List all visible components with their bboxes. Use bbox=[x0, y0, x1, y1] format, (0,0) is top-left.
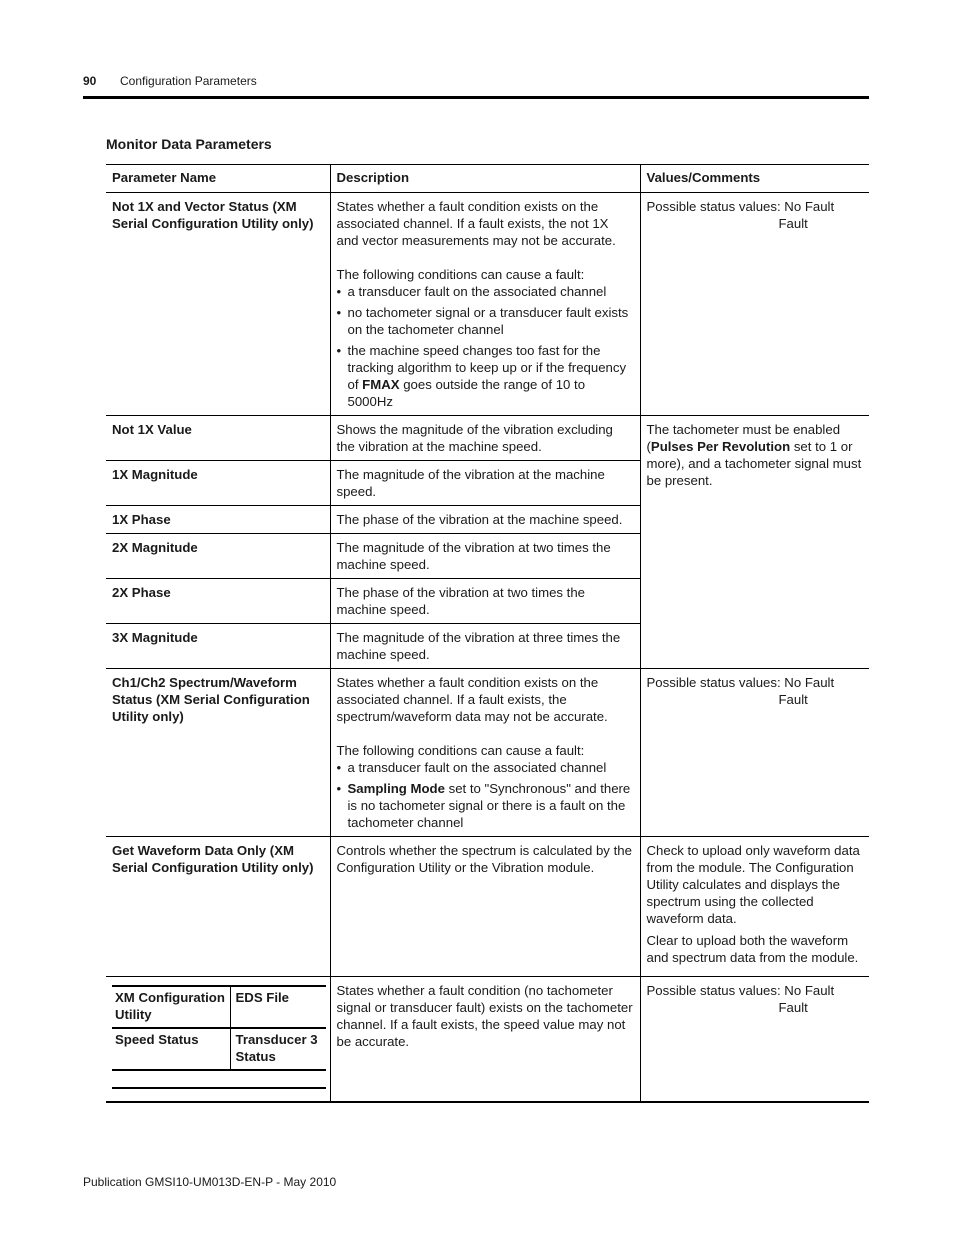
values-text: Clear to upload both the waveform and spectrum data from the module. bbox=[646, 933, 859, 965]
parameter-values bbox=[640, 837, 869, 977]
values-text: Check to upload only waveform data from the module. The Configuration Utility calculates and displays the spectrum using the collected waveform data. bbox=[646, 843, 860, 926]
list-item-text: goes outside the range of 10 to 5000Hz bbox=[347, 377, 586, 409]
description-text: The following conditions can cause a fault: bbox=[336, 267, 585, 282]
table-row bbox=[106, 837, 869, 977]
status-values-line: Possible status values: No Fault bbox=[646, 675, 835, 690]
table-row bbox=[106, 669, 869, 837]
table-title: Monitor Data Parameters bbox=[106, 136, 272, 152]
parameter-description: Shows the magnitude of the vibration excluding the vibration at the machine speed. bbox=[330, 416, 640, 461]
status-values-line: Fault bbox=[778, 692, 808, 707]
parameter-name: Not 1X and Vector Status (XM Serial Configuration Utility only) bbox=[106, 193, 330, 416]
parameter-description: Controls whether the spectrum is calculated by the Configuration Utility or the Vibration module. bbox=[330, 837, 640, 977]
parameter-description bbox=[330, 669, 640, 837]
name-mapping-header bbox=[112, 986, 326, 1028]
parameter-name-cell bbox=[106, 977, 330, 1103]
parameter-description: The magnitude of the vibration at the machine speed. bbox=[330, 461, 640, 506]
publication-footer: Publication GMSI10-UM013D-EN-P - May 2010 bbox=[83, 1175, 337, 1189]
values-text: set to 1 or more), and a tachometer signal must be present. bbox=[646, 439, 862, 488]
xm-configuration-utility-header: XM Configuration Utility bbox=[112, 986, 230, 1028]
parameter-name: 2X Magnitude bbox=[106, 534, 330, 579]
description-text: The following conditions can cause a fault: bbox=[336, 743, 585, 758]
parameter-name: Get Waveform Data Only (XM Serial Configuration Utility only) bbox=[106, 837, 330, 977]
column-header-description: Description bbox=[330, 165, 640, 193]
pulses-per-revolution-ref: Pulses Per Revolution bbox=[650, 439, 791, 454]
parameter-description: The phase of the vibration at the machine speed. bbox=[330, 506, 640, 534]
parameter-description bbox=[330, 193, 640, 416]
values-text: The tachometer must be enabled ( bbox=[646, 422, 841, 454]
page-header bbox=[83, 74, 257, 88]
parameter-name: 3X Magnitude bbox=[106, 624, 330, 669]
fmax-parameter-ref: FMAX bbox=[362, 377, 400, 392]
column-header-values-comments: Values/Comments bbox=[640, 165, 869, 193]
monitor-data-parameters-table bbox=[106, 164, 869, 1103]
table-row bbox=[106, 193, 869, 416]
parameter-name: Not 1X Value bbox=[106, 416, 330, 461]
table-header-row bbox=[106, 165, 869, 193]
parameter-name: Ch1/Ch2 Spectrum/Waveform Status (XM Serial Configuration Utility only) bbox=[106, 669, 330, 837]
parameter-values bbox=[640, 416, 869, 669]
sampling-mode-ref: Sampling Mode bbox=[347, 781, 445, 796]
parameter-name: 2X Phase bbox=[106, 579, 330, 624]
xm-configuration-utility-name: Speed Status bbox=[112, 1028, 230, 1070]
name-mapping-end bbox=[112, 1070, 326, 1088]
section-name: Configuration Parameters bbox=[120, 74, 257, 88]
parameter-values bbox=[640, 977, 869, 1103]
eds-file-header: EDS File bbox=[230, 986, 326, 1028]
fault-conditions-list bbox=[337, 283, 634, 410]
parameter-values bbox=[640, 193, 869, 416]
list-item bbox=[337, 780, 634, 831]
list-item: • no tachometer signal or a transducer fault exists on the tachometer channel bbox=[337, 304, 634, 338]
status-values-line: Fault bbox=[778, 1000, 808, 1015]
header-rule bbox=[83, 96, 869, 99]
description-text: States whether a fault condition exists on the associated channel. If a fault exists, the not 1X and vector measurements may not be accurate. bbox=[336, 199, 616, 248]
status-values-line: Possible status values: No Fault bbox=[646, 199, 835, 214]
list-item bbox=[337, 342, 634, 410]
name-mapping-table bbox=[112, 985, 326, 1089]
list-item: • a transducer fault on the associated channel bbox=[337, 283, 634, 300]
table-row bbox=[106, 416, 869, 461]
name-mapping-row bbox=[112, 1028, 326, 1070]
status-values-line: Possible status values: No Fault bbox=[646, 983, 835, 998]
table-row bbox=[106, 977, 869, 1103]
parameter-name: 1X Magnitude bbox=[106, 461, 330, 506]
parameter-name: 1X Phase bbox=[106, 506, 330, 534]
parameter-values bbox=[640, 669, 869, 837]
status-values-line: Fault bbox=[778, 216, 808, 231]
list-item: • a transducer fault on the associated channel bbox=[337, 759, 634, 776]
list-item-text: set to "Synchronous" and there is no tachometer signal or there is a fault on the tachometer channel bbox=[347, 781, 631, 830]
fault-conditions-list bbox=[337, 759, 634, 831]
eds-file-name: Transducer 3 Status bbox=[230, 1028, 326, 1070]
description-text: States whether a fault condition exists on the associated channel. If a fault exists, the spectrum/waveform data may not be accurate. bbox=[336, 675, 608, 724]
parameter-description: The magnitude of the vibration at two times the machine speed. bbox=[330, 534, 640, 579]
list-item-text: the machine speed changes too fast for the tracking algorithm to keep up or if the frequency of bbox=[347, 343, 627, 392]
parameter-description: The magnitude of the vibration at three times the machine speed. bbox=[330, 624, 640, 669]
page-number: 90 bbox=[83, 74, 97, 88]
parameter-description: The phase of the vibration at two times the machine speed. bbox=[330, 579, 640, 624]
column-header-parameter-name: Parameter Name bbox=[106, 165, 330, 193]
parameter-description: States whether a fault condition (no tachometer signal or transducer fault) exists on the tachometer channel. If a fault exists, the speed value may not be accurate. bbox=[330, 977, 640, 1103]
